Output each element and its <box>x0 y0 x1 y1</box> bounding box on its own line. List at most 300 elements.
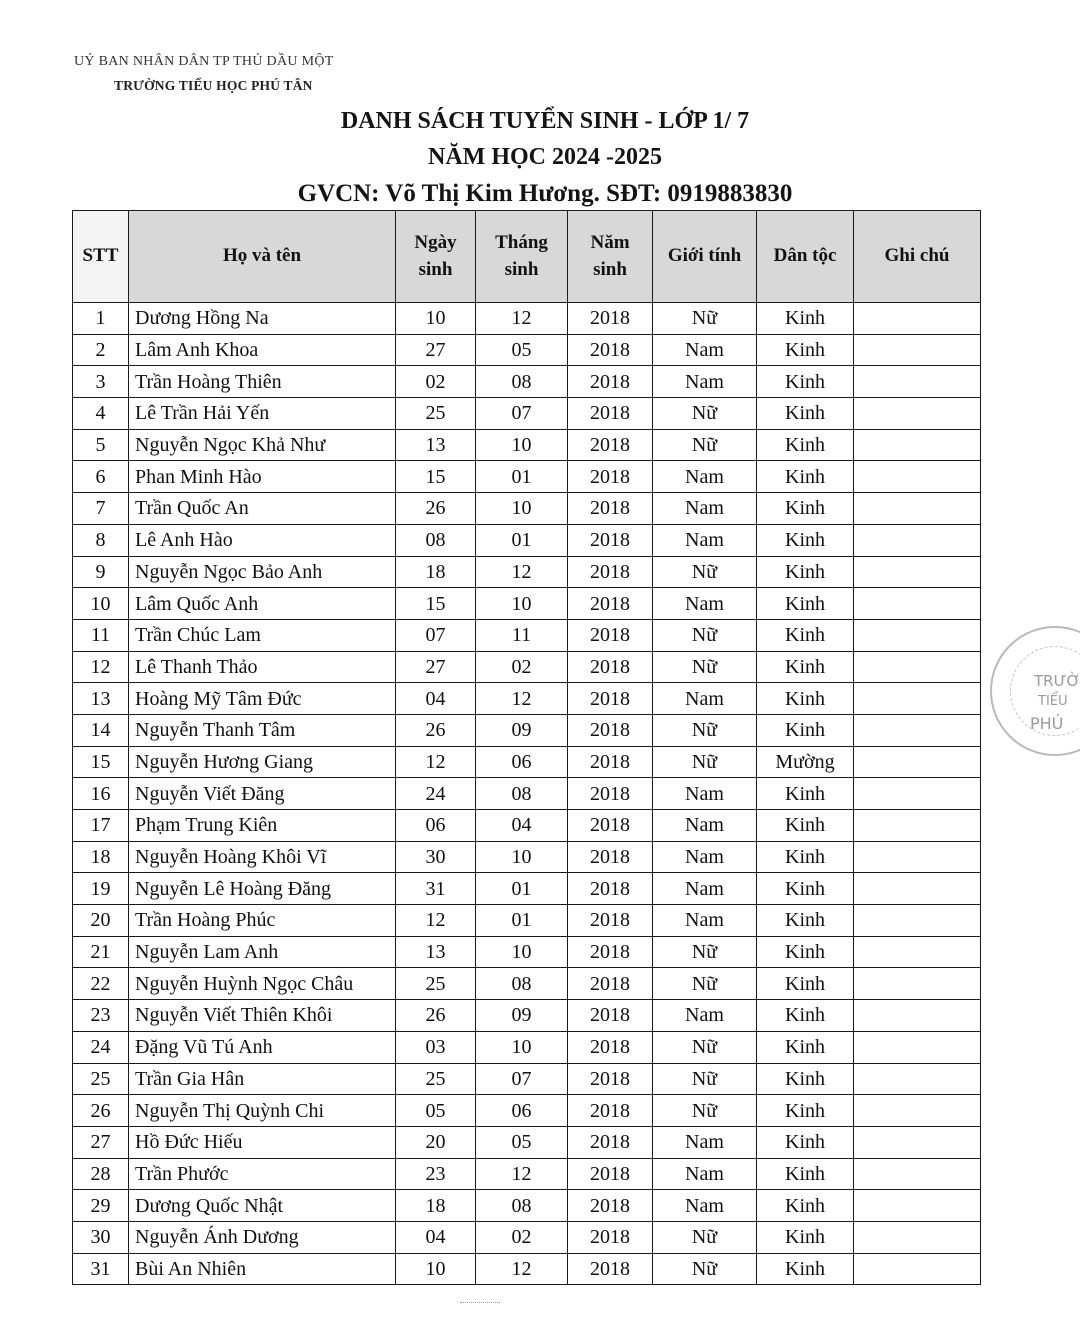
cell-month: 01 <box>476 524 568 556</box>
cell-stt: 28 <box>73 1158 129 1190</box>
header-ethnicity: Dân tộc <box>757 211 854 303</box>
cell-stt: 25 <box>73 1063 129 1095</box>
cell-ethnicity: Kinh <box>757 556 854 588</box>
cell-name: Hoàng Mỹ Tâm Đức <box>129 683 396 715</box>
cell-name: Trần Quốc An <box>129 493 396 525</box>
cell-stt: 14 <box>73 714 129 746</box>
cell-stt: 10 <box>73 588 129 620</box>
cell-note <box>854 588 981 620</box>
cell-name: Nguyễn Ngọc Bảo Anh <box>129 556 396 588</box>
cell-gender: Nam <box>653 683 757 715</box>
cell-ethnicity: Mường <box>757 746 854 778</box>
cell-ethnicity: Kinh <box>757 1253 854 1285</box>
cell-month: 10 <box>476 1031 568 1063</box>
cell-stt: 6 <box>73 461 129 493</box>
cell-stt: 16 <box>73 778 129 810</box>
cell-year: 2018 <box>568 1095 653 1127</box>
cell-ethnicity: Kinh <box>757 493 854 525</box>
cell-gender: Nam <box>653 366 757 398</box>
cell-day: 03 <box>396 1031 476 1063</box>
table-row <box>73 303 981 335</box>
cell-stt: 8 <box>73 524 129 556</box>
cell-name: Trần Hoàng Phúc <box>129 905 396 937</box>
table-row <box>73 683 981 715</box>
cell-note <box>854 936 981 968</box>
school-year: NĂM HỌC 2024 -2025 <box>428 144 662 170</box>
cell-name: Nguyễn Lam Anh <box>129 936 396 968</box>
cell-ethnicity: Kinh <box>757 651 854 683</box>
cell-name: Dương Hồng Na <box>129 303 396 335</box>
cell-stt: 1 <box>73 303 129 335</box>
cell-gender: Nữ <box>653 1221 757 1253</box>
table-row <box>73 398 981 430</box>
cell-gender: Nam <box>653 873 757 905</box>
table-row <box>73 1190 981 1222</box>
header-year <box>568 211 653 303</box>
table-row <box>73 619 981 651</box>
cell-month: 01 <box>476 461 568 493</box>
cell-name: Phan Minh Hào <box>129 461 396 493</box>
cell-day: 30 <box>396 841 476 873</box>
cell-note <box>854 461 981 493</box>
cell-year: 2018 <box>568 1031 653 1063</box>
cell-ethnicity: Kinh <box>757 841 854 873</box>
cell-year: 2018 <box>568 493 653 525</box>
cell-day: 10 <box>396 1253 476 1285</box>
header-day <box>396 211 476 303</box>
cell-gender: Nữ <box>653 1253 757 1285</box>
cell-month: 06 <box>476 1095 568 1127</box>
cell-stt: 22 <box>73 968 129 1000</box>
cell-gender: Nữ <box>653 429 757 461</box>
cell-gender: Nữ <box>653 1031 757 1063</box>
document-title: DANH SÁCH TUYỂN SINH - LỚP 1/ 7 <box>340 108 750 134</box>
cell-month: 04 <box>476 810 568 842</box>
header-month-line1: Tháng <box>495 231 548 253</box>
cell-stt: 11 <box>73 619 129 651</box>
cell-month: 10 <box>476 588 568 620</box>
cell-month: 01 <box>476 873 568 905</box>
cell-day: 20 <box>396 1126 476 1158</box>
cell-ethnicity: Kinh <box>757 1031 854 1063</box>
cell-stt: 7 <box>73 493 129 525</box>
cell-ethnicity: Kinh <box>757 714 854 746</box>
cell-ethnicity: Kinh <box>757 429 854 461</box>
cell-gender: Nam <box>653 334 757 366</box>
cell-note <box>854 905 981 937</box>
table-row <box>73 746 981 778</box>
cell-gender: Nam <box>653 841 757 873</box>
cell-gender: Nữ <box>653 1095 757 1127</box>
cell-day: 04 <box>396 683 476 715</box>
cell-stt: 3 <box>73 366 129 398</box>
cell-ethnicity: Kinh <box>757 398 854 430</box>
cell-name: Trần Gia Hân <box>129 1063 396 1095</box>
cell-year: 2018 <box>568 1253 653 1285</box>
cell-gender: Nam <box>653 778 757 810</box>
cell-month: 10 <box>476 936 568 968</box>
cell-day: 13 <box>396 936 476 968</box>
cell-gender: Nữ <box>653 651 757 683</box>
cell-ethnicity: Kinh <box>757 905 854 937</box>
cell-day: 05 <box>396 1095 476 1127</box>
table-row <box>73 429 981 461</box>
cell-stt: 17 <box>73 810 129 842</box>
cell-month: 12 <box>476 683 568 715</box>
cell-day: 24 <box>396 778 476 810</box>
table-row <box>73 841 981 873</box>
cell-ethnicity: Kinh <box>757 968 854 1000</box>
cell-gender: Nam <box>653 461 757 493</box>
table-row <box>73 1158 981 1190</box>
table-row <box>73 1253 981 1285</box>
cell-year: 2018 <box>568 936 653 968</box>
cell-gender: Nữ <box>653 556 757 588</box>
table-row <box>73 936 981 968</box>
cell-note <box>854 556 981 588</box>
cell-year: 2018 <box>568 461 653 493</box>
cell-stt: 20 <box>73 905 129 937</box>
table-row <box>73 968 981 1000</box>
cell-note <box>854 366 981 398</box>
cell-gender: Nam <box>653 524 757 556</box>
cell-note <box>854 1031 981 1063</box>
cell-day: 25 <box>396 1063 476 1095</box>
org-line-school: TRƯỜNG TIỂU HỌC PHÚ TÂN <box>114 78 313 93</box>
cell-day: 26 <box>396 714 476 746</box>
cell-month: 08 <box>476 968 568 1000</box>
cell-name: Nguyễn Hoàng Khôi Vĩ <box>129 841 396 873</box>
cell-name: Nguyễn Ngọc Khả Như <box>129 429 396 461</box>
cell-ethnicity: Kinh <box>757 873 854 905</box>
cell-note <box>854 714 981 746</box>
table-row <box>73 873 981 905</box>
table-row <box>73 651 981 683</box>
cell-stt: 29 <box>73 1190 129 1222</box>
page-edge-mark <box>460 1302 500 1308</box>
cell-ethnicity: Kinh <box>757 303 854 335</box>
cell-stt: 18 <box>73 841 129 873</box>
cell-year: 2018 <box>568 1063 653 1095</box>
cell-year: 2018 <box>568 841 653 873</box>
cell-day: 04 <box>396 1221 476 1253</box>
cell-year: 2018 <box>568 429 653 461</box>
cell-year: 2018 <box>568 873 653 905</box>
cell-month: 08 <box>476 1190 568 1222</box>
cell-month: 12 <box>476 1158 568 1190</box>
cell-ethnicity: Kinh <box>757 524 854 556</box>
cell-name: Trần Hoàng Thiên <box>129 366 396 398</box>
cell-ethnicity: Kinh <box>757 1063 854 1095</box>
cell-gender: Nam <box>653 1190 757 1222</box>
header-year-line2: sinh <box>593 258 627 280</box>
cell-day: 25 <box>396 398 476 430</box>
cell-ethnicity: Kinh <box>757 1221 854 1253</box>
cell-gender: Nữ <box>653 746 757 778</box>
cell-day: 25 <box>396 968 476 1000</box>
cell-note <box>854 746 981 778</box>
cell-stt: 9 <box>73 556 129 588</box>
cell-ethnicity: Kinh <box>757 1158 854 1190</box>
table-header-row <box>73 211 981 303</box>
cell-year: 2018 <box>568 1158 653 1190</box>
cell-day: 18 <box>396 556 476 588</box>
cell-gender: Nam <box>653 1158 757 1190</box>
cell-year: 2018 <box>568 303 653 335</box>
cell-name: Nguyễn Ánh Dương <box>129 1221 396 1253</box>
cell-name: Trần Phước <box>129 1158 396 1190</box>
cell-gender: Nữ <box>653 714 757 746</box>
cell-day: 13 <box>396 429 476 461</box>
cell-day: 23 <box>396 1158 476 1190</box>
table-row <box>73 556 981 588</box>
cell-day: 12 <box>396 905 476 937</box>
cell-note <box>854 303 981 335</box>
cell-ethnicity: Kinh <box>757 1095 854 1127</box>
cell-stt: 27 <box>73 1126 129 1158</box>
cell-day: 27 <box>396 334 476 366</box>
header-month <box>476 211 568 303</box>
seal-text-line1: TRƯỜ <box>1034 672 1080 690</box>
cell-day: 31 <box>396 873 476 905</box>
cell-gender: Nam <box>653 588 757 620</box>
cell-day: 27 <box>396 651 476 683</box>
table-row <box>73 1221 981 1253</box>
cell-year: 2018 <box>568 810 653 842</box>
cell-day: 06 <box>396 810 476 842</box>
cell-note <box>854 1221 981 1253</box>
table-row <box>73 1000 981 1032</box>
cell-note <box>854 429 981 461</box>
cell-note <box>854 1158 981 1190</box>
header-day-line1: Ngày <box>414 231 457 253</box>
cell-stt: 19 <box>73 873 129 905</box>
cell-gender: Nam <box>653 1126 757 1158</box>
cell-name: Nguyễn Viết Thiên Khôi <box>129 1000 396 1032</box>
cell-note <box>854 1000 981 1032</box>
table-row <box>73 1063 981 1095</box>
cell-month: 12 <box>476 303 568 335</box>
cell-name: Dương Quốc Nhật <box>129 1190 396 1222</box>
cell-gender: Nam <box>653 493 757 525</box>
cell-note <box>854 1095 981 1127</box>
cell-ethnicity: Kinh <box>757 810 854 842</box>
cell-month: 05 <box>476 334 568 366</box>
cell-stt: 12 <box>73 651 129 683</box>
cell-year: 2018 <box>568 778 653 810</box>
header-year-line1: Năm <box>590 231 630 253</box>
cell-note <box>854 968 981 1000</box>
cell-day: 15 <box>396 588 476 620</box>
table-body <box>73 303 981 1285</box>
cell-gender: Nữ <box>653 398 757 430</box>
cell-year: 2018 <box>568 905 653 937</box>
cell-stt: 4 <box>73 398 129 430</box>
cell-year: 2018 <box>568 334 653 366</box>
header-stt: STT <box>73 211 129 303</box>
header-note: Ghi chú <box>854 211 981 303</box>
cell-name: Phạm Trung Kiên <box>129 810 396 842</box>
cell-note <box>854 619 981 651</box>
cell-year: 2018 <box>568 398 653 430</box>
cell-name: Lê Thanh Thảo <box>129 651 396 683</box>
table-row <box>73 493 981 525</box>
cell-day: 26 <box>396 493 476 525</box>
cell-year: 2018 <box>568 651 653 683</box>
cell-name: Nguyễn Huỳnh Ngọc Châu <box>129 968 396 1000</box>
table-row <box>73 524 981 556</box>
table-row <box>73 1126 981 1158</box>
table-row <box>73 778 981 810</box>
cell-day: 26 <box>396 1000 476 1032</box>
cell-day: 10 <box>396 303 476 335</box>
cell-month: 07 <box>476 1063 568 1095</box>
cell-month: 07 <box>476 398 568 430</box>
cell-name: Nguyễn Thị Quỳnh Chi <box>129 1095 396 1127</box>
cell-name: Bùi An Nhiên <box>129 1253 396 1285</box>
cell-note <box>854 334 981 366</box>
table-row <box>73 905 981 937</box>
table-row <box>73 588 981 620</box>
table-row <box>73 1095 981 1127</box>
cell-name: Nguyễn Viết Đăng <box>129 778 396 810</box>
cell-gender: Nữ <box>653 968 757 1000</box>
cell-stt: 23 <box>73 1000 129 1032</box>
cell-name: Lê Anh Hào <box>129 524 396 556</box>
cell-stt: 13 <box>73 683 129 715</box>
cell-year: 2018 <box>568 619 653 651</box>
cell-note <box>854 841 981 873</box>
cell-month: 08 <box>476 778 568 810</box>
cell-note <box>854 1063 981 1095</box>
cell-year: 2018 <box>568 556 653 588</box>
cell-stt: 30 <box>73 1221 129 1253</box>
cell-gender: Nam <box>653 1000 757 1032</box>
cell-note <box>854 524 981 556</box>
table-row <box>73 334 981 366</box>
cell-ethnicity: Kinh <box>757 366 854 398</box>
cell-name: Hồ Đức Hiếu <box>129 1126 396 1158</box>
cell-ethnicity: Kinh <box>757 588 854 620</box>
cell-year: 2018 <box>568 588 653 620</box>
cell-year: 2018 <box>568 1221 653 1253</box>
cell-day: 12 <box>396 746 476 778</box>
cell-note <box>854 651 981 683</box>
cell-ethnicity: Kinh <box>757 619 854 651</box>
cell-year: 2018 <box>568 968 653 1000</box>
cell-stt: 2 <box>73 334 129 366</box>
cell-gender: Nữ <box>653 619 757 651</box>
cell-ethnicity: Kinh <box>757 683 854 715</box>
table-row <box>73 810 981 842</box>
cell-note <box>854 683 981 715</box>
header-month-line2: sinh <box>504 258 539 280</box>
cell-note <box>854 810 981 842</box>
cell-name: Lâm Quốc Anh <box>129 588 396 620</box>
cell-ethnicity: Kinh <box>757 1126 854 1158</box>
cell-note <box>854 1190 981 1222</box>
cell-gender: Nữ <box>653 936 757 968</box>
cell-month: 09 <box>476 1000 568 1032</box>
school-seal <box>990 626 1080 756</box>
cell-stt: 24 <box>73 1031 129 1063</box>
cell-ethnicity: Kinh <box>757 1190 854 1222</box>
cell-ethnicity: Kinh <box>757 936 854 968</box>
cell-ethnicity: Kinh <box>757 461 854 493</box>
cell-year: 2018 <box>568 683 653 715</box>
cell-note <box>854 1126 981 1158</box>
cell-month: 06 <box>476 746 568 778</box>
header-gender: Giới tính <box>653 211 757 303</box>
cell-ethnicity: Kinh <box>757 1000 854 1032</box>
cell-year: 2018 <box>568 746 653 778</box>
cell-month: 10 <box>476 841 568 873</box>
cell-year: 2018 <box>568 1126 653 1158</box>
table-row <box>73 366 981 398</box>
header-name: Họ và tên <box>129 211 396 303</box>
cell-month: 01 <box>476 905 568 937</box>
cell-day: 15 <box>396 461 476 493</box>
cell-month: 05 <box>476 1126 568 1158</box>
cell-gender: Nữ <box>653 303 757 335</box>
enrollment-table <box>72 210 981 1285</box>
cell-stt: 31 <box>73 1253 129 1285</box>
cell-name: Nguyễn Thanh Tâm <box>129 714 396 746</box>
cell-name: Trần Chúc Lam <box>129 619 396 651</box>
cell-month: 11 <box>476 619 568 651</box>
cell-note <box>854 493 981 525</box>
cell-month: 02 <box>476 1221 568 1253</box>
cell-month: 02 <box>476 651 568 683</box>
header-day-line2: sinh <box>418 258 453 280</box>
cell-day: 02 <box>396 366 476 398</box>
cell-note <box>854 398 981 430</box>
table-row <box>73 461 981 493</box>
cell-stt: 15 <box>73 746 129 778</box>
cell-day: 07 <box>396 619 476 651</box>
cell-note <box>854 778 981 810</box>
cell-month: 08 <box>476 366 568 398</box>
cell-month: 12 <box>476 556 568 588</box>
cell-day: 08 <box>396 524 476 556</box>
cell-name: Lâm Anh Khoa <box>129 334 396 366</box>
cell-stt: 21 <box>73 936 129 968</box>
cell-day: 18 <box>396 1190 476 1222</box>
cell-name: Lê Trần Hải Yến <box>129 398 396 430</box>
seal-text-line2: TIỂU <box>1038 694 1068 709</box>
cell-year: 2018 <box>568 1000 653 1032</box>
cell-year: 2018 <box>568 366 653 398</box>
cell-year: 2018 <box>568 524 653 556</box>
seal-text-line3: PHÚ <box>1030 714 1064 733</box>
cell-ethnicity: Kinh <box>757 334 854 366</box>
cell-gender: Nữ <box>653 1063 757 1095</box>
cell-month: 12 <box>476 1253 568 1285</box>
teacher-contact: GVCN: Võ Thị Kim Hương. SĐT: 0919883830 <box>297 180 793 207</box>
cell-month: 10 <box>476 429 568 461</box>
cell-name: Nguyễn Lê Hoàng Đăng <box>129 873 396 905</box>
table-row <box>73 714 981 746</box>
cell-name: Đặng Vũ Tú Anh <box>129 1031 396 1063</box>
cell-note <box>854 873 981 905</box>
cell-month: 10 <box>476 493 568 525</box>
org-line-city: UỶ BAN NHÂN DÂN TP THỦ DẦU MỘT <box>74 54 334 69</box>
cell-ethnicity: Kinh <box>757 778 854 810</box>
table-row <box>73 1031 981 1063</box>
cell-stt: 26 <box>73 1095 129 1127</box>
cell-note <box>854 1253 981 1285</box>
cell-gender: Nam <box>653 810 757 842</box>
